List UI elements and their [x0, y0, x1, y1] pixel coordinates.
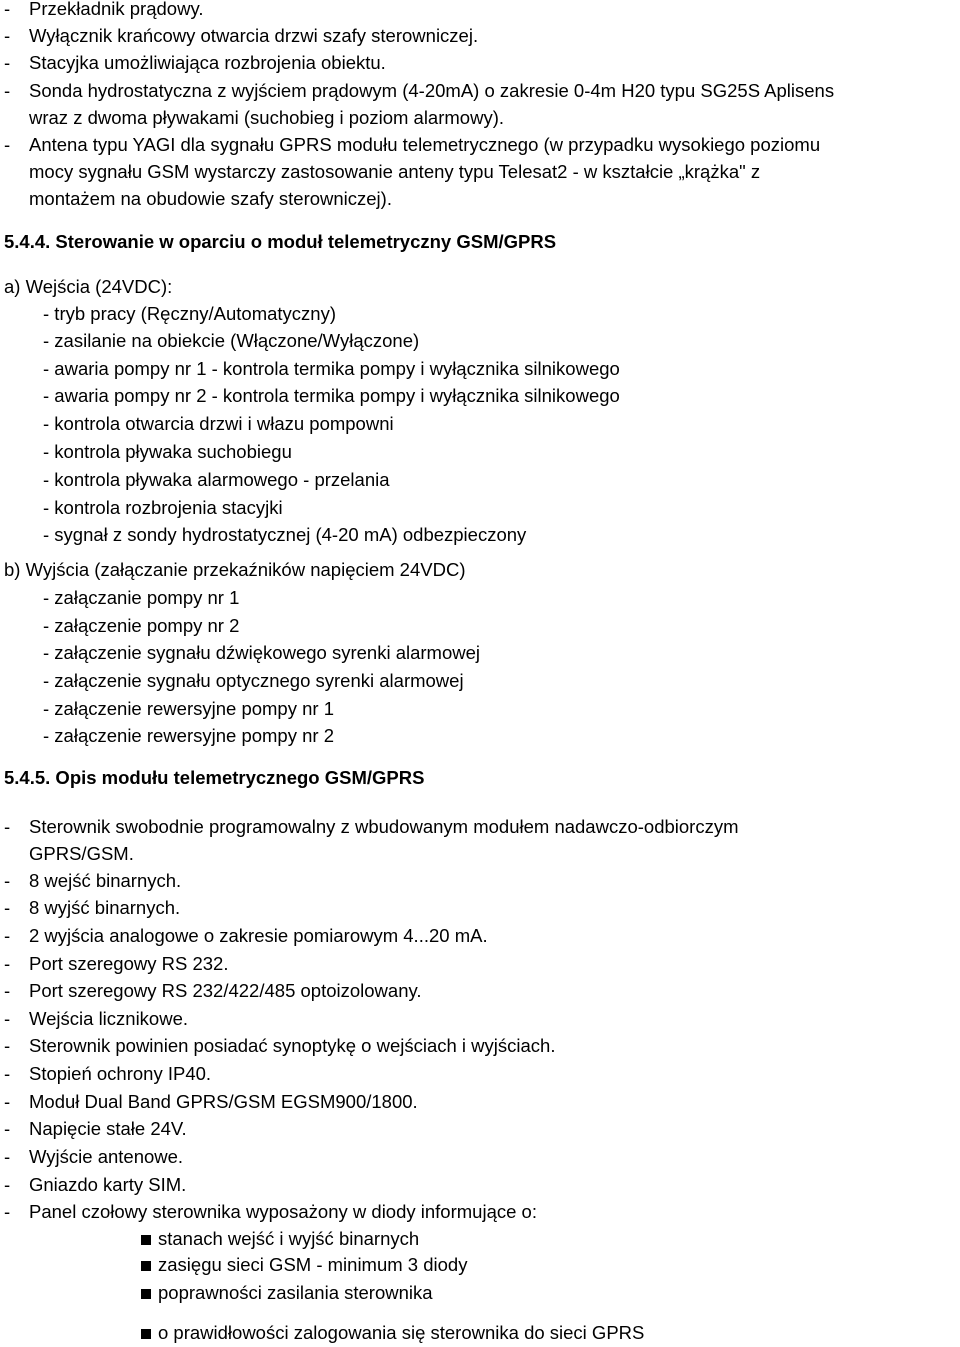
- list-item: - sygnał z sondy hydrostatycznej (4-20 mA) odbezpieczony: [43, 524, 527, 545]
- list-item: - kontrola otwarcia drzwi i włazu pompowni: [43, 413, 394, 434]
- square-bullet-icon: [141, 1329, 151, 1339]
- inputs-label: a) Wejścia (24VDC):: [4, 276, 173, 297]
- list-item: - załączenie rewersyjne pompy nr 2: [43, 725, 334, 746]
- list-item: - awaria pompy nr 2 - kontrola termika pompy i wyłącznika silnikowego: [43, 385, 620, 406]
- square-bullet-icon: [141, 1235, 151, 1245]
- list-item: - kontrola pływaka alarmowego - przelania: [43, 469, 390, 490]
- list-item: - załączenie sygnału optycznego syrenki alarmowej: [43, 670, 464, 691]
- list-item: - zasilanie na obiekcie (Włączone/Wyłączone): [43, 330, 420, 351]
- list-item: - kontrola rozbrojenia stacyjki: [43, 497, 283, 518]
- list-item: - załączenie sygnału dźwiękowego syrenki alarmowej: [43, 642, 481, 663]
- section-heading: 5.4.5. Opis modułu telemetrycznego GSM/GPRS: [4, 767, 425, 788]
- section-heading: 5.4.4. Sterowanie w oparciu o moduł telemetryczny GSM/GPRS: [4, 231, 557, 252]
- list-item: - załączanie pompy nr 1: [43, 587, 240, 608]
- outputs-label: b) Wyjścia (załączanie przekaźników napięciem 24VDC): [4, 559, 466, 580]
- square-bullet-icon: [141, 1289, 151, 1299]
- square-bullet-icon: [141, 1261, 151, 1271]
- list-item: - kontrola pływaka suchobiegu: [43, 441, 292, 462]
- list-item: - awaria pompy nr 1 - kontrola termika pompy i wyłącznika silnikowego: [43, 358, 620, 379]
- list-item: - załączenie pompy nr 2: [43, 615, 240, 636]
- list-item: - załączenie rewersyjne pompy nr 1: [43, 698, 334, 719]
- list-item: - tryb pracy (Ręczny/Automatyczny): [43, 303, 336, 324]
